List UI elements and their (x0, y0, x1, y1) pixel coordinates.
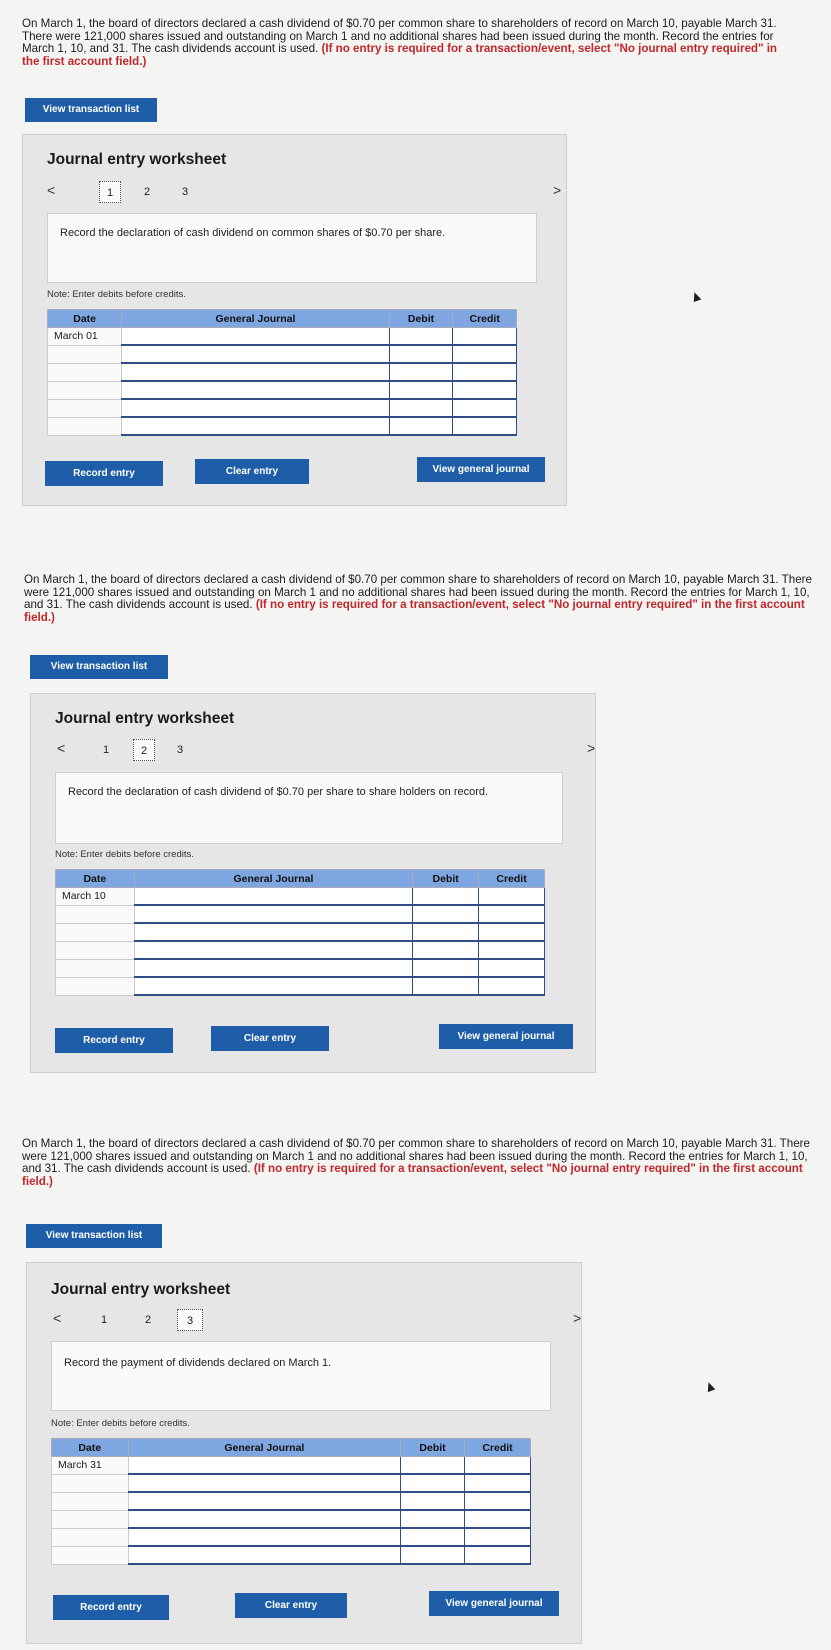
general-journal-column-header: General Journal (128, 1439, 400, 1457)
account-input[interactable] (128, 1546, 400, 1564)
view-general-journal-button[interactable]: View general journal (417, 457, 545, 482)
tab-3[interactable]: 3 (177, 1309, 203, 1331)
journal-entry-worksheet (22, 134, 567, 506)
table-row (48, 363, 517, 381)
credit-column-header: Credit (479, 870, 545, 888)
journal-table (47, 309, 517, 436)
credit-input[interactable] (453, 417, 517, 435)
table-row (56, 888, 545, 906)
account-input[interactable] (128, 1474, 400, 1492)
debit-column-header: Debit (389, 310, 453, 328)
table-row (48, 417, 517, 435)
view-transaction-list-button[interactable]: View transaction list (25, 98, 157, 122)
date-cell (48, 381, 122, 399)
journal-entry-worksheet (30, 693, 596, 1073)
table-row (56, 959, 545, 977)
credit-input[interactable] (464, 1474, 530, 1492)
account-input[interactable] (122, 345, 389, 363)
table-row (52, 1510, 531, 1528)
credit-input[interactable] (479, 888, 545, 906)
credit-column-header: Credit (464, 1439, 530, 1457)
table-row (52, 1474, 531, 1492)
clear-entry-button[interactable]: Clear entry (195, 459, 309, 484)
account-input[interactable] (122, 363, 389, 381)
problem-text: On March 1, the board of directors declared a cash dividend of $0.70 per common share to shareholders of record on March 10, payable March 31. There were 121,000 shares issued and outstanding on March 1 and no additional shares had been issued during the month. Record the entries for March 1, 10, and 31. The cash dividends account is used. (22, 1137, 810, 1176)
general-journal-column-header: General Journal (134, 870, 413, 888)
worksheet-tabs (47, 181, 562, 203)
date-cell (48, 345, 122, 363)
tab-2[interactable]: 2 (144, 1314, 152, 1326)
section-1 (0, 0, 831, 520)
problem-requirement: (If no entry is required for a transaction/event, select "No journal entry required" in the first account field.) (24, 598, 805, 624)
mouse-cursor-icon (691, 291, 702, 302)
worksheet-note: Note: Enter debits before credits. (51, 1418, 190, 1429)
account-input[interactable] (128, 1457, 400, 1475)
debit-input[interactable] (389, 399, 453, 417)
date-cell (52, 1474, 129, 1492)
date-cell (52, 1528, 129, 1546)
next-chevron-icon[interactable]: > (553, 182, 562, 198)
credit-input[interactable] (453, 345, 517, 363)
debit-input[interactable] (401, 1528, 465, 1546)
date-column-header: Date (56, 870, 135, 888)
entry-description: Record the declaration of cash dividend on common shares of $0.70 per share. (47, 213, 537, 283)
account-input[interactable] (134, 941, 413, 959)
date-cell (56, 959, 135, 977)
tab-1[interactable]: 1 (99, 181, 121, 203)
table-row (48, 345, 517, 363)
account-input[interactable] (128, 1510, 400, 1528)
credit-input[interactable] (453, 363, 517, 381)
tab-3[interactable]: 3 (181, 186, 189, 198)
account-input[interactable] (122, 417, 389, 435)
record-entry-button[interactable]: Record entry (53, 1595, 169, 1620)
credit-input[interactable] (464, 1492, 530, 1510)
account-input[interactable] (134, 977, 413, 995)
account-input[interactable] (134, 923, 413, 941)
prev-chevron-icon[interactable]: < (53, 1310, 62, 1326)
worksheet-title: Journal entry worksheet (55, 710, 235, 727)
entry-description: Record the payment of dividends declared on March 1. (51, 1341, 551, 1411)
date-cell (56, 905, 135, 923)
tab-1[interactable]: 1 (102, 744, 110, 756)
debit-input[interactable] (401, 1492, 465, 1510)
credit-input[interactable] (453, 381, 517, 399)
worksheet-title: Journal entry worksheet (47, 151, 227, 168)
clear-entry-button[interactable]: Clear entry (235, 1593, 347, 1618)
date-cell (56, 977, 135, 995)
debit-input[interactable] (413, 888, 479, 906)
prev-chevron-icon[interactable]: < (57, 740, 66, 756)
account-input[interactable] (122, 328, 389, 346)
date-cell (48, 363, 122, 381)
date-cell (48, 417, 122, 435)
credit-input[interactable] (464, 1457, 530, 1475)
account-input[interactable] (128, 1492, 400, 1510)
table-row (52, 1457, 531, 1475)
mouse-cursor-icon (705, 1381, 716, 1392)
table-row (48, 381, 517, 399)
date-cell (48, 399, 122, 417)
view-general-journal-button[interactable]: View general journal (429, 1591, 559, 1616)
debit-input[interactable] (389, 328, 453, 346)
entry-description: Record the declaration of cash dividend of $0.70 per share to share holders on record. (55, 772, 563, 844)
credit-input[interactable] (464, 1510, 530, 1528)
next-chevron-icon[interactable]: > (573, 1310, 582, 1326)
account-input[interactable] (122, 381, 389, 399)
date-cell (52, 1492, 129, 1510)
problem-requirement: (If no entry is required for a transaction/event, select "No journal entry required" in the first account field.) (22, 42, 778, 68)
account-input[interactable] (134, 888, 413, 906)
debit-input[interactable] (389, 381, 453, 399)
credit-input[interactable] (479, 905, 545, 923)
credit-input[interactable] (479, 923, 545, 941)
account-input[interactable] (128, 1528, 400, 1546)
worksheet-note: Note: Enter debits before credits. (55, 849, 194, 860)
problem-statement (24, 574, 824, 624)
tab-2[interactable]: 2 (133, 739, 155, 761)
date-cell (52, 1546, 129, 1564)
problem-requirement: (If no entry is required for a transaction/event, select "No journal entry required" in the first account field.) (22, 1162, 803, 1188)
problem-statement (22, 1138, 812, 1188)
credit-input[interactable] (464, 1546, 530, 1564)
debit-column-header: Debit (413, 870, 479, 888)
table-row (52, 1546, 531, 1564)
account-input[interactable] (122, 399, 389, 417)
date-cell: March 10 (56, 888, 135, 906)
credit-column-header: Credit (453, 310, 517, 328)
credit-input[interactable] (479, 959, 545, 977)
debit-input[interactable] (401, 1457, 465, 1475)
date-cell (56, 941, 135, 959)
debit-input[interactable] (413, 959, 479, 977)
problem-text: On March 1, the board of directors declared a cash dividend of $0.70 per common share to shareholders of record on March 10, payable March 31. There were 121,000 shares issued and outstanding on March 1 and no additional shares had been issued during the month. Record the entries for March 1, 10, and 31. The cash dividends account is used. (22, 17, 777, 56)
date-column-header: Date (48, 310, 122, 328)
worksheet-title: Journal entry worksheet (51, 1281, 231, 1298)
table-row (56, 905, 545, 923)
next-chevron-icon[interactable]: > (587, 740, 596, 756)
prev-chevron-icon[interactable]: < (47, 182, 56, 198)
debit-input[interactable] (413, 977, 479, 995)
view-transaction-list-button[interactable]: View transaction list (30, 655, 168, 679)
debit-input[interactable] (413, 905, 479, 923)
tab-2[interactable]: 2 (143, 186, 151, 198)
account-input[interactable] (134, 905, 413, 923)
debit-input[interactable] (401, 1510, 465, 1528)
tab-3[interactable]: 3 (176, 744, 184, 756)
date-cell: March 31 (52, 1457, 129, 1475)
record-entry-button[interactable]: Record entry (55, 1028, 173, 1053)
journal-table (55, 869, 545, 996)
journal-table (51, 1438, 531, 1565)
worksheet-tabs (53, 1309, 582, 1331)
debit-input[interactable] (389, 345, 453, 363)
journal-entry-worksheet (26, 1262, 582, 1644)
credit-input[interactable] (479, 977, 545, 995)
general-journal-column-header: General Journal (122, 310, 389, 328)
problem-text: On March 1, the board of directors declared a cash dividend of $0.70 per common share to shareholders of record on March 10, payable March 31. There were 121,000 shares issued and outstanding on March 1 and no additional shares had been issued during the month. Record the entries for March 1, 10, and 31. The cash dividends account is used. (24, 573, 812, 612)
debit-input[interactable] (401, 1546, 465, 1564)
debit-input[interactable] (389, 417, 453, 435)
table-row (56, 923, 545, 941)
debit-column-header: Debit (401, 1439, 465, 1457)
date-cell (52, 1510, 129, 1528)
problem-statement (22, 18, 792, 68)
section-2 (0, 556, 831, 1096)
credit-input[interactable] (479, 941, 545, 959)
tab-1[interactable]: 1 (100, 1314, 108, 1326)
debit-input[interactable] (389, 363, 453, 381)
credit-input[interactable] (453, 328, 517, 346)
credit-input[interactable] (453, 399, 517, 417)
section-3 (0, 1120, 831, 1650)
clear-entry-button[interactable]: Clear entry (211, 1026, 329, 1051)
record-entry-button[interactable]: Record entry (45, 461, 163, 486)
credit-input[interactable] (464, 1528, 530, 1546)
table-row (56, 941, 545, 959)
date-column-header: Date (52, 1439, 129, 1457)
table-row (52, 1528, 531, 1546)
debit-input[interactable] (413, 923, 479, 941)
account-input[interactable] (134, 959, 413, 977)
debit-input[interactable] (401, 1474, 465, 1492)
view-general-journal-button[interactable]: View general journal (439, 1024, 573, 1049)
date-cell: March 01 (48, 328, 122, 346)
debit-input[interactable] (413, 941, 479, 959)
table-row (48, 328, 517, 346)
view-transaction-list-button[interactable]: View transaction list (26, 1224, 162, 1248)
table-row (48, 399, 517, 417)
table-row (52, 1492, 531, 1510)
date-cell (56, 923, 135, 941)
worksheet-note: Note: Enter debits before credits. (47, 289, 186, 300)
table-row (56, 977, 545, 995)
worksheet-tabs (57, 739, 596, 761)
